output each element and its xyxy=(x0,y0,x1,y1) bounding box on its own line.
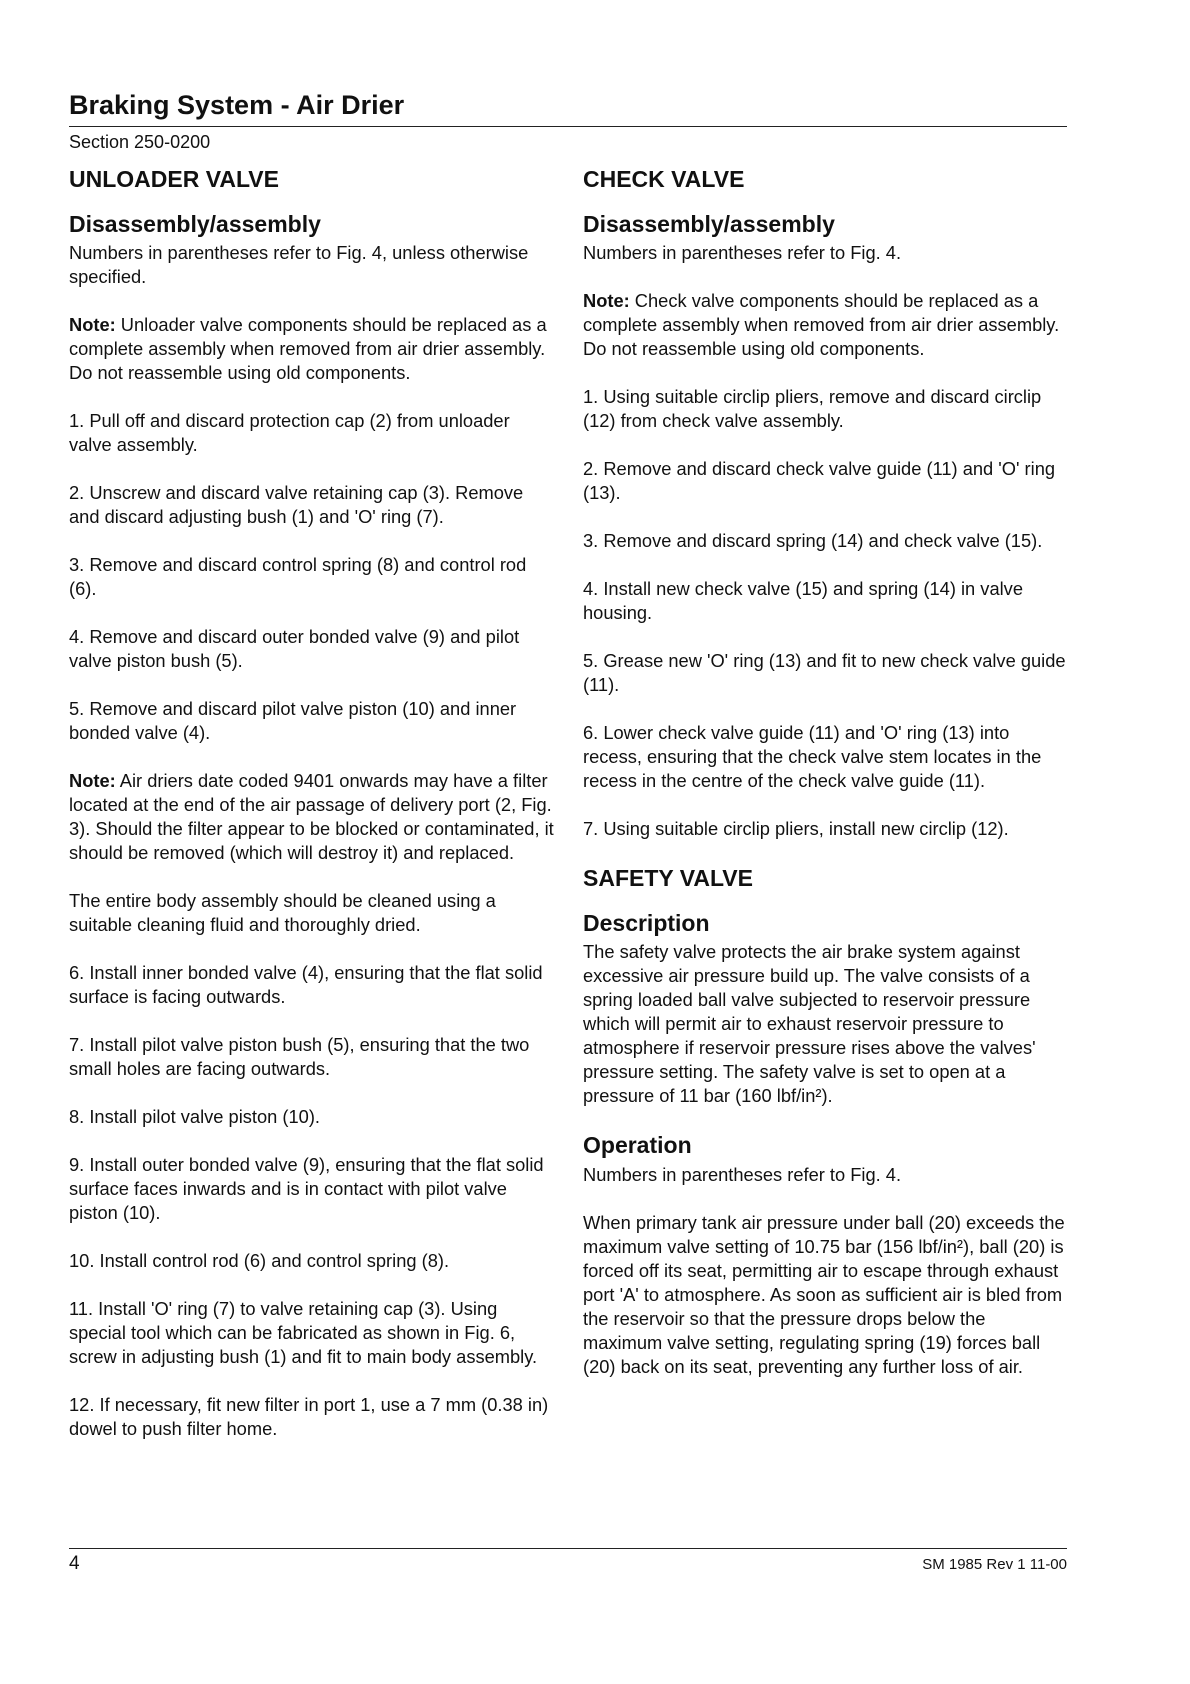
unloader-note xyxy=(69,313,556,385)
unloader-step: 7. Install pilot valve piston bush (5), ensuring that the two small holes are facing outwards. xyxy=(69,1034,530,1080)
operation-heading: Operation xyxy=(583,1132,692,1159)
check-note xyxy=(583,289,1067,361)
check-step: 1. Using suitable circlip pliers, remove and discard circlip (12) from check valve assembly. xyxy=(583,386,1042,432)
note-label: Note: xyxy=(69,770,116,792)
unloader-disassembly-heading: Disassembly/assembly xyxy=(69,210,321,237)
operation-text: When primary tank air pressure under ball (20) exceeds the maximum valve setting of 10.75 bar (156 lbf/in²), ball (20) is forced off its seat, permitting air to escape through exhaust port 'A' to atmosphere. As soon as sufficient air is bled from the reservoir so that the pressure drops below the maximum valve setting, regulating spring (19) forces ball (20) back on its seat, preventing any further loss of air. xyxy=(583,1211,1065,1377)
cleaning-instruction: The entire body assembly should be cleaned using a suitable cleaning fluid and thoroughly dried. xyxy=(69,890,496,936)
unloader-step: 3. Remove and discard control spring (8) and control rod (6). xyxy=(69,554,527,600)
document-reference: SM 1985 Rev 1 11-00 xyxy=(922,1556,1067,1573)
unloader-step: 2. Unscrew and discard valve retaining cap (3). Remove and discard adjusting bush (1) and 'O' ring (7). xyxy=(69,482,524,528)
safety-valve-heading: SAFETY VALVE xyxy=(583,865,753,892)
page-title: Braking System - Air Drier xyxy=(69,90,405,120)
check-intro: Numbers in parentheses refer to Fig. 4. xyxy=(583,242,902,264)
check-step: 3. Remove and discard spring (14) and check valve (15). xyxy=(583,530,1043,552)
note-text: Unloader valve components should be replaced as a complete assembly when removed from air drier assembly. Do not reassemble using old components. xyxy=(69,314,547,384)
check-step: 5. Grease new 'O' ring (13) and fit to new check valve guide (11). xyxy=(583,650,1066,696)
unloader-step: 5. Remove and discard pilot valve piston (10) and inner bonded valve (4). xyxy=(69,698,517,744)
unloader-step: 9. Install outer bonded valve (9), ensuring that the flat solid surface faces inwards and is in contact with pilot valve piston (10). xyxy=(69,1154,544,1224)
section-number: Section 250-0200 xyxy=(69,132,211,152)
check-disassembly-heading: Disassembly/assembly xyxy=(583,210,835,237)
unloader-step: 1. Pull off and discard protection cap (2) from unloader valve assembly. xyxy=(69,410,510,456)
header-rule xyxy=(69,126,1067,127)
description-heading: Description xyxy=(583,909,710,936)
left-column xyxy=(69,166,556,1465)
note-label: Note: xyxy=(69,314,116,336)
unloader-step: 10. Install control rod (6) and control spring (8). xyxy=(69,1250,450,1272)
check-valve-heading: CHECK VALVE xyxy=(583,166,745,192)
check-step: 4. Install new check valve (15) and spring (14) in valve housing. xyxy=(583,578,1023,624)
check-step: 6. Lower check valve guide (11) and 'O' ring (13) into recess, ensuring that the check valve stem locates in the recess in the centre of the check valve guide (11). xyxy=(583,722,1042,792)
unloader-step: 12. If necessary, fit new filter in port 1, use a 7 mm (0.38 in) dowel to push filter home. xyxy=(69,1394,549,1440)
check-step: 7. Using suitable circlip pliers, install new circlip (12). xyxy=(583,818,1009,840)
unloader-step: 8. Install pilot valve piston (10). xyxy=(69,1106,320,1128)
note-text: Check valve components should be replaced as a complete assembly when removed from air drier assembly. Do not reassemble using old components. xyxy=(583,290,1060,360)
filter-note xyxy=(69,769,556,865)
unloader-valve-heading: UNLOADER VALVE xyxy=(69,166,279,192)
check-step: 2. Remove and discard check valve guide (11) and 'O' ring (13). xyxy=(583,458,1056,504)
unloader-step: 4. Remove and discard outer bonded valve (9) and pilot valve piston bush (5). xyxy=(69,626,520,672)
note-text: Air driers date coded 9401 onwards may have a filter located at the end of the air passage of delivery port (2, Fig. 3). Should the filter appear to be blocked or contaminated, it should be removed (which will destroy it) and replaced. xyxy=(69,770,554,864)
note-label: Note: xyxy=(583,290,630,312)
description-text: The safety valve protects the air brake system against excessive air pressure build up. The valve consists of a spring loaded ball valve subjected to reservoir pressure which will permit air to exhaust reservoir pressure to atmosphere if reservoir pressure rises above the valves' pressure setting. The safety valve is set to open at a pressure of 11 bar (160 lbf/in²). xyxy=(583,941,1036,1107)
page-number: 4 xyxy=(69,1553,80,1574)
unloader-intro: Numbers in parentheses refer to Fig. 4, unless otherwise specified. xyxy=(69,242,529,288)
unloader-step: 6. Install inner bonded valve (4), ensuring that the flat solid surface is facing outwards. xyxy=(69,962,543,1008)
right-column xyxy=(583,166,1067,1403)
footer-rule xyxy=(69,1548,1067,1549)
operation-intro: Numbers in parentheses refer to Fig. 4. xyxy=(583,1163,902,1185)
unloader-step: 11. Install 'O' ring (7) to valve retaining cap (3). Using special tool which can be fabricated as shown in Fig. 6, screw in adjusting bush (1) and fit to main body assembly. xyxy=(69,1298,538,1368)
